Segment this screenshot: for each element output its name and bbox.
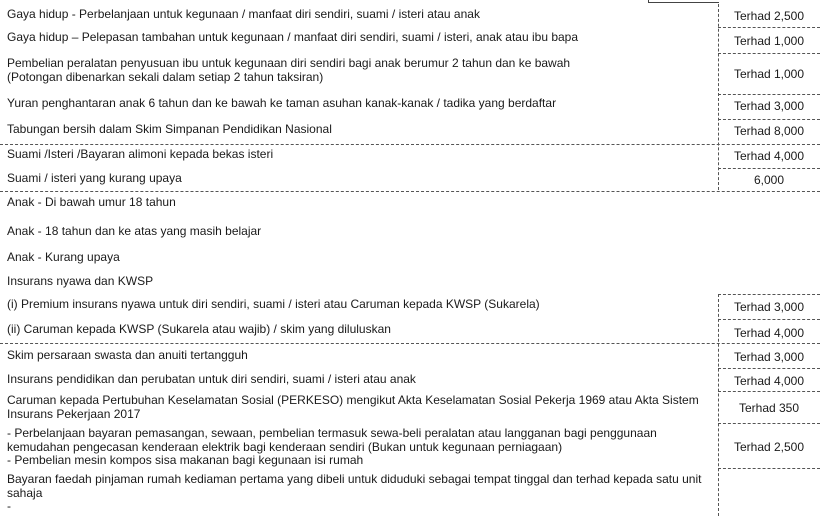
- relief-description: Insurans pendidikan dan perubatan untuk diri sendiri, suami / isteri atau anak: [7, 372, 416, 386]
- relief-description: Tabungan bersih dalam Skim Simpanan Pendidikan Nasional: [7, 122, 332, 136]
- separator: [718, 319, 820, 320]
- relief-description: Caruman kepada Pertubuhan Keselamatan Sosial (PERKESO) mengikut Akta Keselamatan Sosial Pekerja 1969 atau Akta Sistem Insurans Pekerjaan 2017: [7, 393, 699, 421]
- relief-description: Yuran penghantaran anak 6 tahun dan ke bawah ke taman asuhan kanak-kanak / tadika yang berdaftar: [7, 96, 557, 110]
- relief-amount: Terhad 4,000: [733, 149, 805, 163]
- relief-description: Insurans nyawa dan KWSP: [7, 274, 154, 288]
- relief-amount: Terhad 1,000: [733, 34, 805, 48]
- relief-amount: Terhad 3,000: [733, 300, 805, 314]
- relief-description: Suami / isteri yang kurang upaya: [7, 171, 182, 185]
- relief-amount: Terhad 2,500: [733, 9, 805, 23]
- relief-description: - Perbelanjaan bayaran pemasangan, sewaan, pembelian termasuk sewa-beli peralatan atau langganan bagi penggunaan kemudahan pengecasan kenderaan elektrik bagi kenderaan sendiri (Bukan untuk kegunaan perniagaan) - Pembelian mesin kompos sisa makanan bagi kegunaan isi rumah: [7, 426, 657, 467]
- relief-description: Anak - Di bawah umur 18 tahun: [7, 195, 176, 209]
- relief-amount: Terhad 2,500: [733, 440, 805, 454]
- relief-amount: Terhad 3,000: [733, 350, 805, 364]
- relief-description: Bayaran faedah pinjaman rumah kediaman pertama yang dibeli untuk diduduki sebagai tempat tinggal dan terhad kepada satu unit sahaja -: [7, 472, 702, 513]
- separator: [718, 368, 820, 369]
- separator: [718, 423, 820, 424]
- relief-description: (ii) Caruman kepada KWSP (Sukarela atau wajib) / skim yang diluluskan: [7, 322, 391, 336]
- relief-description: Pembelian peralatan penyusuan ibu untuk kegunaan diri sendiri bagi anak berumur 2 tahun dan ke bawah (Potongan dibenarkan sekali dalam setiap 2 tahun taksiran): [7, 56, 571, 84]
- relief-description: Anak - Kurang upaya: [7, 250, 120, 264]
- relief-amount: Terhad 4,000: [733, 374, 805, 388]
- relief-amount: Terhad 8,000: [733, 124, 805, 138]
- separator: [718, 27, 820, 28]
- relief-description: Suami /Isteri /Bayaran alimoni kepada bekas isteri: [7, 147, 274, 161]
- separator: [718, 468, 820, 469]
- relief-amount: Terhad 4,000: [733, 326, 805, 340]
- separator: [0, 343, 820, 344]
- relief-amount: Terhad 1,000: [733, 67, 805, 81]
- relief-amount: 6,000: [753, 173, 785, 187]
- relief-amount: Terhad 3,000: [733, 99, 805, 113]
- separator: [718, 119, 820, 120]
- separator: [718, 168, 820, 169]
- relief-description: (i) Premium insurans nyawa untuk diri sendiri, suami / isteri atau Caruman kepada KWSP (Sukarela): [7, 297, 540, 311]
- separator: [718, 94, 820, 95]
- relief-amount: Terhad 350: [738, 401, 800, 415]
- separator: [718, 391, 820, 392]
- relief-description: Gaya hidup – Pelepasan tambahan untuk kegunaan / manfaat diri sendiri, suami / isteri, anak atau ibu bapa: [7, 30, 579, 44]
- relief-description: Anak - 18 tahun dan ke atas yang masih belajar: [7, 224, 262, 238]
- separator: [718, 53, 820, 54]
- top-cell-border: [648, 0, 719, 3]
- separator: [718, 294, 820, 295]
- relief-description: Skim persaraan swasta dan anuiti tertangguh: [7, 348, 248, 362]
- relief-description: Gaya hidup - Perbelanjaan untuk kegunaan / manfaat diri sendiri, suami / isteri atau anak: [7, 7, 480, 21]
- separator: [0, 144, 820, 145]
- separator: [0, 191, 820, 192]
